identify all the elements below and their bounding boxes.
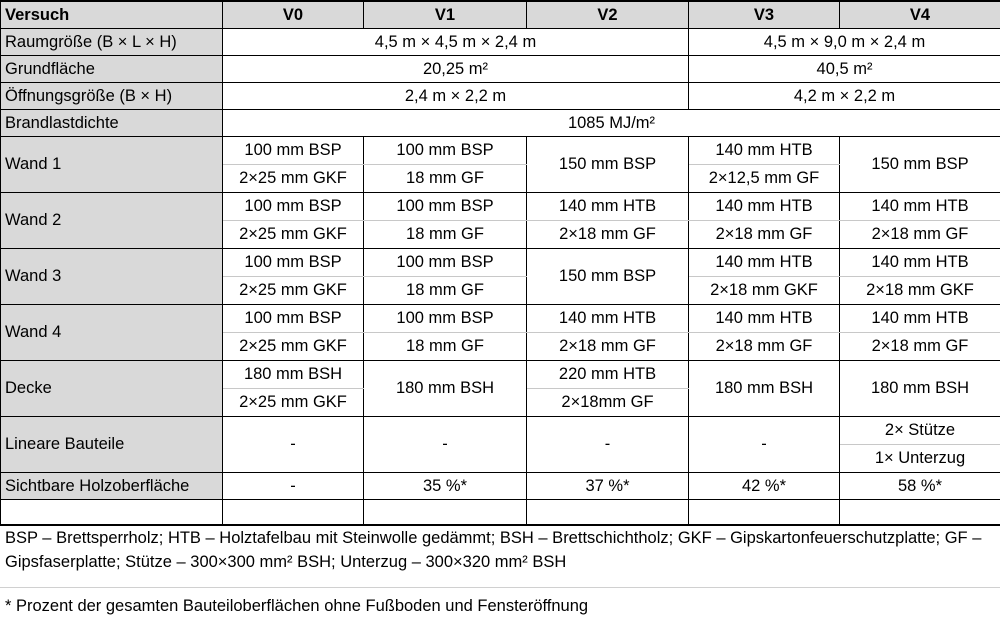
row-lineare-top [1, 417, 1000, 445]
row-label: Wand 2 [1, 193, 223, 249]
cell-decke-v2-a: 220 mm HTB [527, 361, 689, 389]
cell-decke-v0-b: 2×25 mm GKF [223, 389, 364, 417]
empty-cell [840, 500, 1000, 526]
cell-oeff-v0-v2: 2,4 m × 2,2 m [223, 83, 689, 110]
cell-wand4-v1-a: 100 mm BSP [364, 305, 527, 333]
cell-grund-v0-v2: 20,25 m² [223, 56, 689, 83]
cell-sicht-v4: 58 %* [840, 473, 1000, 500]
cell-sicht-v1: 35 %* [364, 473, 527, 500]
cell-wand4-v2-a: 140 mm HTB [527, 305, 689, 333]
cell-wand1-v0-a: 100 mm BSP [223, 137, 364, 165]
cell-wand1-v4: 150 mm BSP [840, 137, 1000, 193]
cell-wand2-v4-a: 140 mm HTB [840, 193, 1000, 221]
row-label: Brandlastdichte [1, 110, 223, 137]
cell-wand3-v3-a: 140 mm HTB [689, 249, 840, 277]
row-label: Grundfläche [1, 56, 223, 83]
cell-linear-v4-b: 1× Unterzug [840, 445, 1000, 473]
cell-wand4-v3-a: 140 mm HTB [689, 305, 840, 333]
cell-wand4-v4-b: 2×18 mm GF [840, 333, 1000, 361]
cell-wand4-v1-b: 18 mm GF [364, 333, 527, 361]
row-oeffnungsgroesse [1, 83, 1000, 110]
cell-wand3-v2: 150 mm BSP [527, 249, 689, 305]
row-label: Wand 4 [1, 305, 223, 361]
row-label: Sichtbare Holzoberfläche [1, 473, 223, 500]
row-wand-3-top [1, 249, 1000, 277]
row-grundflaeche [1, 56, 1000, 83]
cell-linear-v4-a: 2× Stütze [840, 417, 1000, 445]
row-label: Raumgröße (B × L × H) [1, 29, 223, 56]
cell-wand4-v4-a: 140 mm HTB [840, 305, 1000, 333]
header-v0: V0 [223, 1, 364, 29]
cell-decke-v0-a: 180 mm BSH [223, 361, 364, 389]
row-label: Lineare Bauteile [1, 417, 223, 473]
cell-oeff-v3-v4: 4,2 m × 2,2 m [689, 83, 1000, 110]
header-versuch: Versuch [1, 1, 223, 29]
cell-wand2-v0-b: 2×25 mm GKF [223, 221, 364, 249]
header-v3: V3 [689, 1, 840, 29]
row-raumgroesse [1, 29, 1000, 56]
empty-cell [689, 500, 840, 526]
header-v4: V4 [840, 1, 1000, 29]
footnote: * Prozent der gesamten Bauteiloberflächen ohne Fußboden und Fensteröffnung [5, 594, 990, 618]
row-label: Wand 1 [1, 137, 223, 193]
cell-linear-v3: - [689, 417, 840, 473]
cell-wand2-v1-a: 100 mm BSP [364, 193, 527, 221]
cell-wand4-v0-b: 2×25 mm GKF [223, 333, 364, 361]
cell-wand1-v3-a: 140 mm HTB [689, 137, 840, 165]
row-wand-4-top [1, 305, 1000, 333]
cell-wand1-v2: 150 mm BSP [527, 137, 689, 193]
cell-wand2-v3-a: 140 mm HTB [689, 193, 840, 221]
cell-wand1-v1-b: 18 mm GF [364, 165, 527, 193]
cell-wand2-v1-b: 18 mm GF [364, 221, 527, 249]
cell-sicht-v3: 42 %* [689, 473, 840, 500]
cell-wand3-v4-b: 2×18 mm GKF [840, 277, 1000, 305]
cell-linear-v2: - [527, 417, 689, 473]
cell-sicht-v0: - [223, 473, 364, 500]
cell-wand3-v3-b: 2×18 mm GKF [689, 277, 840, 305]
row-wand-1-top [1, 137, 1000, 165]
cell-raum-v0-v2: 4,5 m × 4,5 m × 2,4 m [223, 29, 689, 56]
cell-grund-v3-v4: 40,5 m² [689, 56, 1000, 83]
cell-decke-v1: 180 mm BSH [364, 361, 527, 417]
header-v2: V2 [527, 1, 689, 29]
cell-brandlast: 1085 MJ/m² [223, 110, 1000, 137]
cell-wand3-v0-a: 100 mm BSP [223, 249, 364, 277]
divider [0, 587, 1000, 588]
cell-linear-v0: - [223, 417, 364, 473]
cell-wand3-v0-b: 2×25 mm GKF [223, 277, 364, 305]
row-sichtbare-holzoberflaeche [1, 473, 1000, 500]
cell-wand4-v0-a: 100 mm BSP [223, 305, 364, 333]
row-wand-2-top [1, 193, 1000, 221]
cell-wand4-v3-b: 2×18 mm GF [689, 333, 840, 361]
cell-wand2-v0-a: 100 mm BSP [223, 193, 364, 221]
empty-cell [223, 500, 364, 526]
cell-wand3-v1-a: 100 mm BSP [364, 249, 527, 277]
cell-wand1-v0-b: 2×25 mm GKF [223, 165, 364, 193]
header-row [1, 1, 1000, 29]
abbreviation-legend: BSP – Brettsperrholz; HTB – Holztafelbau mit Steinwolle gedämmt; BSH – Brettschichtholz; GKF – Gipskartonfeuerschutzplatte; GF – Gipsfaserplatte; Stütze – 300×300 mm² BSH; Unterzug – 300×320 mm² BSH [5, 526, 990, 574]
cell-wand2-v4-b: 2×18 mm GF [840, 221, 1000, 249]
cell-decke-v2-b: 2×18mm GF [527, 389, 689, 417]
cell-wand2-v2-b: 2×18 mm GF [527, 221, 689, 249]
row-brandlastdichte [1, 110, 1000, 137]
empty-cell [1, 500, 223, 526]
cell-wand2-v2-a: 140 mm HTB [527, 193, 689, 221]
row-label: Wand 3 [1, 249, 223, 305]
cell-sicht-v2: 37 %* [527, 473, 689, 500]
header-v1: V1 [364, 1, 527, 29]
cell-wand1-v3-b: 2×12,5 mm GF [689, 165, 840, 193]
cell-wand3-v4-a: 140 mm HTB [840, 249, 1000, 277]
cell-linear-v1: - [364, 417, 527, 473]
cell-wand3-v1-b: 18 mm GF [364, 277, 527, 305]
empty-cell [527, 500, 689, 526]
cell-wand4-v2-b: 2×18 mm GF [527, 333, 689, 361]
cell-decke-v3: 180 mm BSH [689, 361, 840, 417]
cell-raum-v3-v4: 4,5 m × 9,0 m × 2,4 m [689, 29, 1000, 56]
cell-wand1-v1-a: 100 mm BSP [364, 137, 527, 165]
empty-cell [364, 500, 527, 526]
row-decke-top [1, 361, 1000, 389]
row-label: Öffnungsgröße (B × H) [1, 83, 223, 110]
cell-decke-v4: 180 mm BSH [840, 361, 1000, 417]
cell-wand2-v3-b: 2×18 mm GF [689, 221, 840, 249]
row-empty [1, 500, 1000, 526]
row-label: Decke [1, 361, 223, 417]
